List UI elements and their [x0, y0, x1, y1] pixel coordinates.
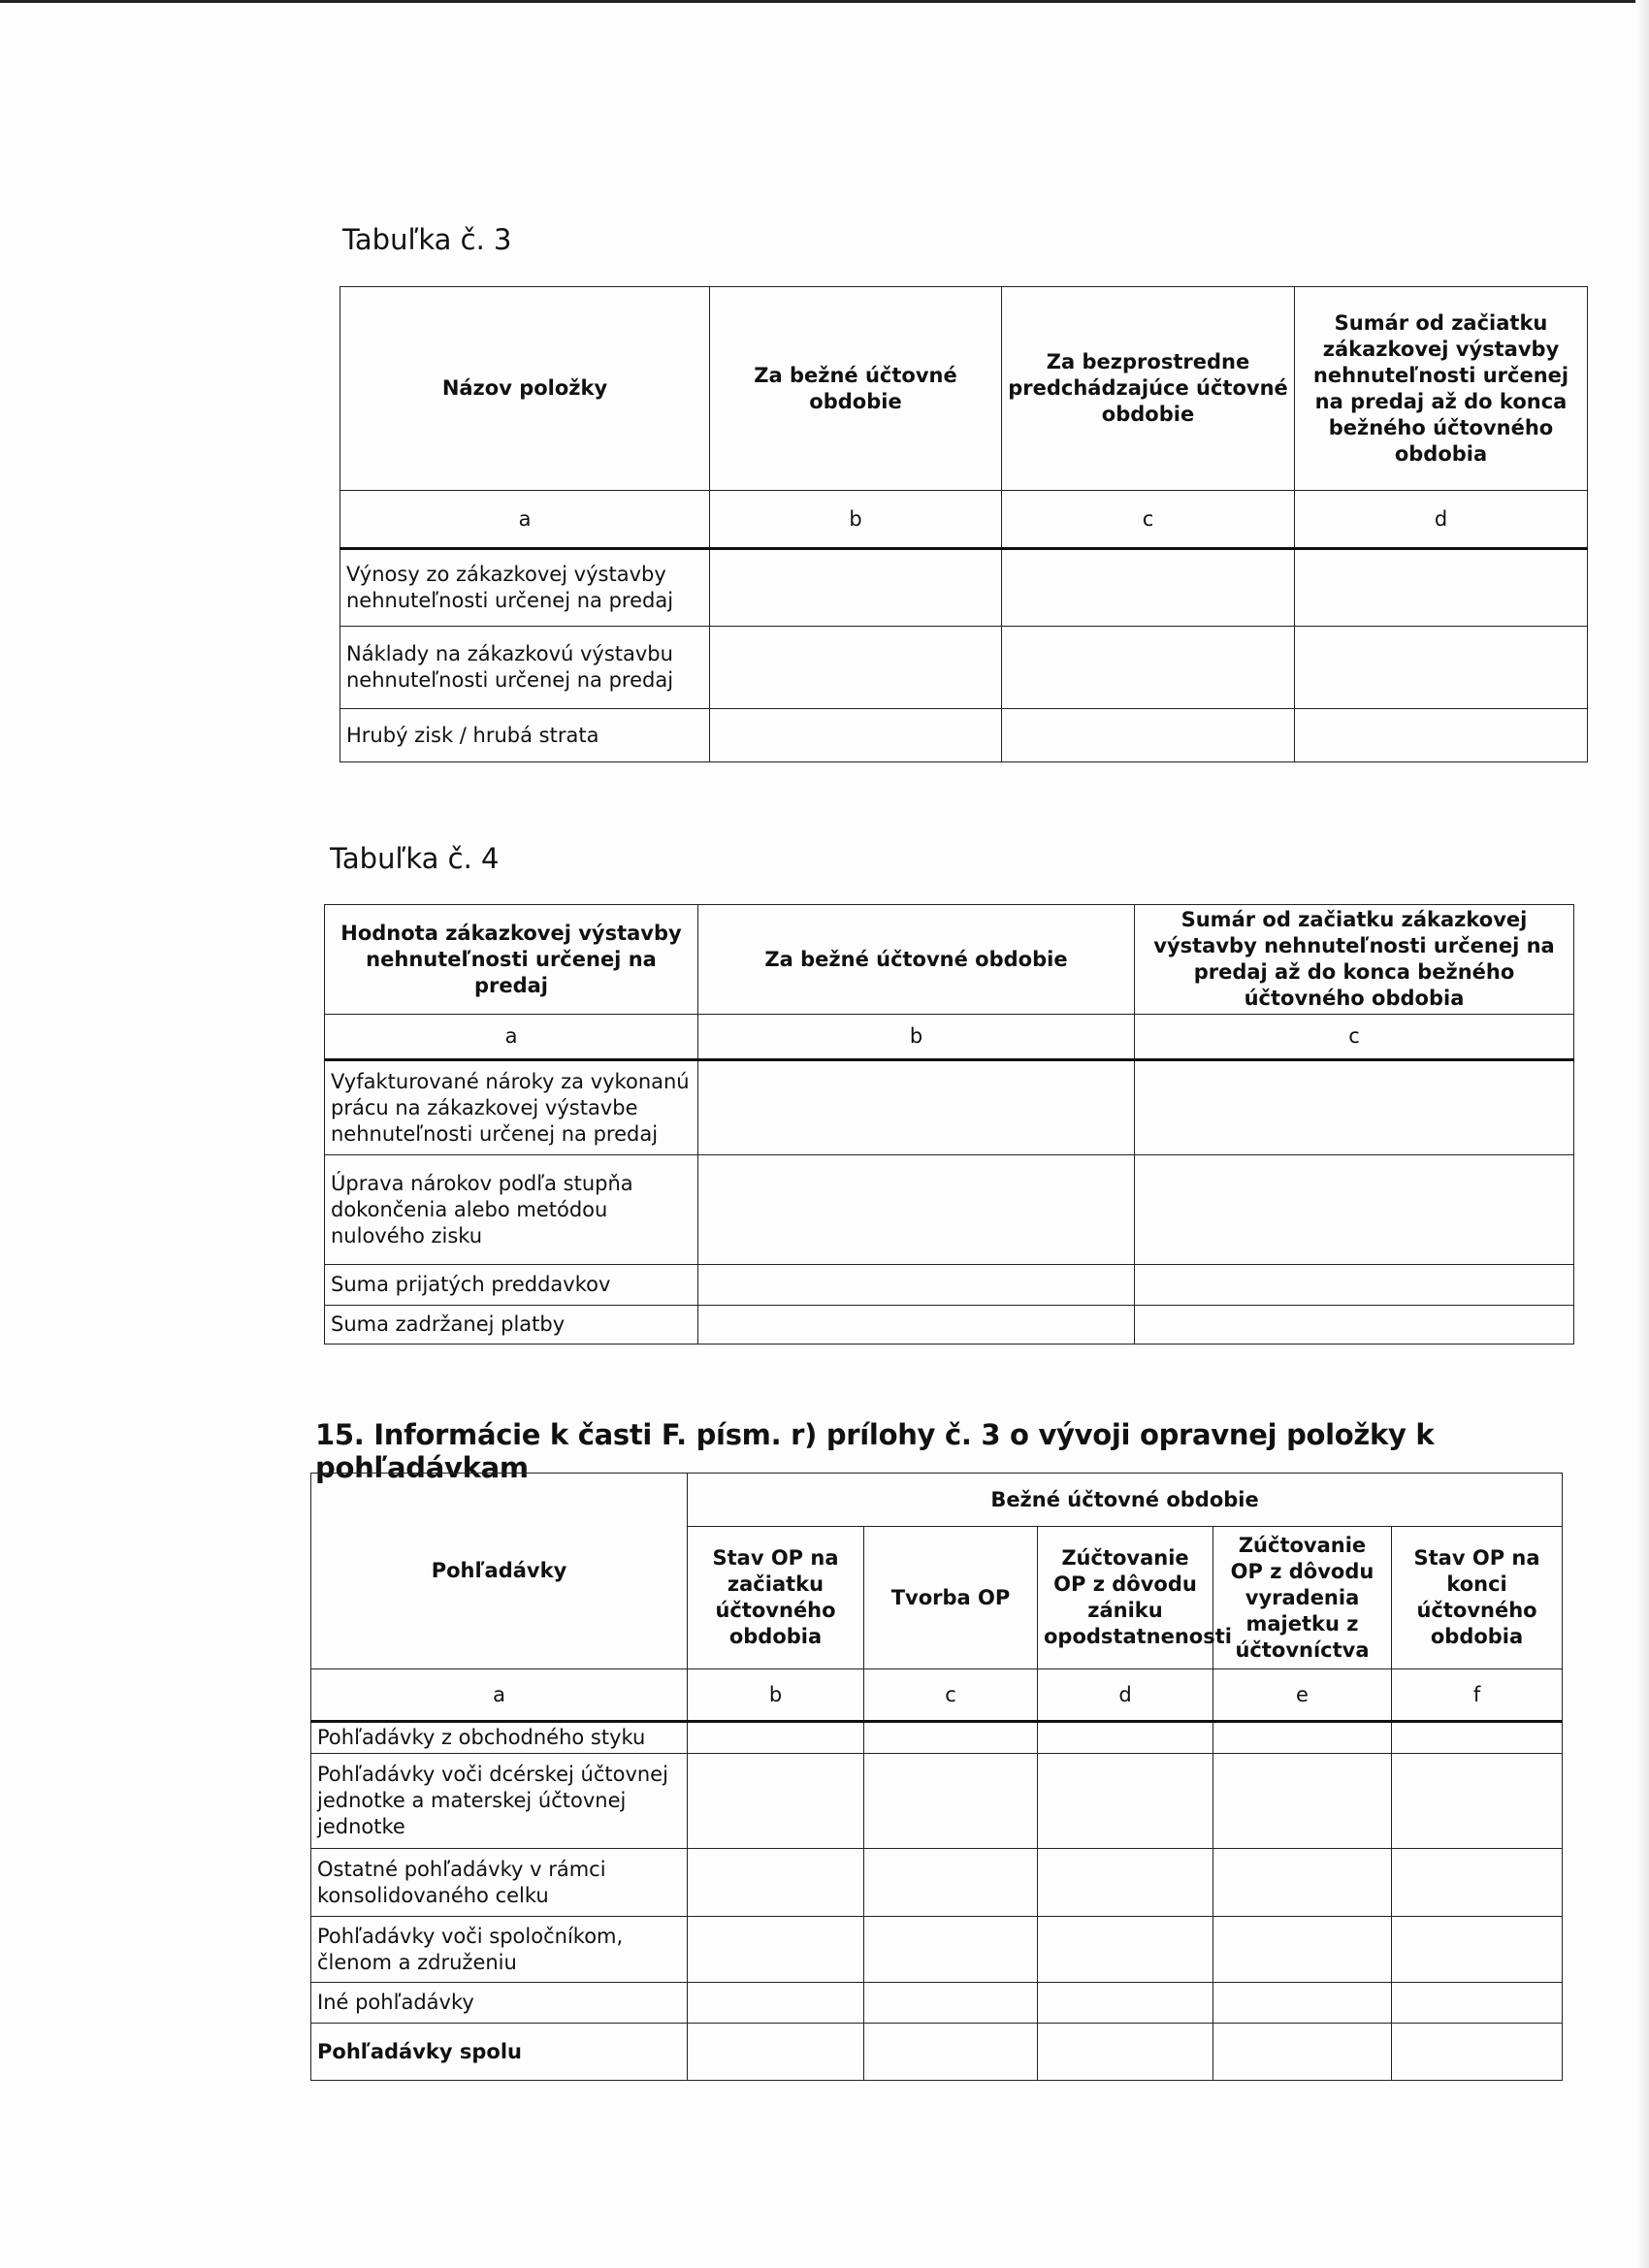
row-label-total: Pohľadávky spolu — [311, 2024, 688, 2081]
row-label: Pohľadávky voči spoločníkom, členom a združeniu — [311, 1917, 688, 1983]
input-cell[interactable] — [1038, 2024, 1213, 2081]
input-cell[interactable] — [1392, 1917, 1563, 1983]
row-label: Ostatné pohľadávky v rámci konsolidovaného celku — [311, 1849, 688, 1917]
input-cell[interactable] — [1038, 1722, 1213, 1754]
column-letter: b — [710, 491, 1002, 549]
section15-header-release-groundless: Zúčtovanie OP z dôvodu zániku opodstatnenosti — [1038, 1527, 1213, 1669]
section15-table — [310, 1473, 1563, 2081]
section15-header-release-writeoff: Zúčtovanie OP z dôvodu vyradenia majetku z účtovníctva — [1213, 1527, 1392, 1669]
row-label: Úprava nárokov podľa stupňa dokončenia alebo metódou nulového zisku — [325, 1155, 698, 1265]
table-row — [325, 1155, 1574, 1265]
input-cell[interactable] — [864, 2024, 1038, 2081]
column-letter: c — [864, 1669, 1038, 1722]
table-row — [340, 709, 1588, 762]
row-label: Pohľadávky voči dcérskej účtovnej jednotke a materskej účtovnej jednotke — [311, 1754, 688, 1849]
input-cell[interactable] — [1392, 1849, 1563, 1917]
input-cell[interactable] — [1295, 709, 1588, 762]
input-cell[interactable] — [1002, 627, 1295, 709]
input-cell[interactable] — [1135, 1060, 1574, 1155]
section15-header-receivables: Pohľadávky — [311, 1474, 688, 1669]
input-cell[interactable] — [688, 1983, 864, 2024]
table-row — [325, 1060, 1574, 1155]
input-cell[interactable] — [1295, 627, 1588, 709]
column-letter: a — [311, 1669, 688, 1722]
input-cell[interactable] — [1038, 1917, 1213, 1983]
table3-caption: Tabuľka č. 3 — [342, 223, 512, 256]
input-cell[interactable] — [698, 1060, 1135, 1155]
table-row — [311, 1849, 1563, 1917]
column-letter: b — [698, 1015, 1135, 1060]
input-cell[interactable] — [1392, 2024, 1563, 2081]
column-letter: a — [325, 1015, 698, 1060]
column-letter: c — [1135, 1015, 1574, 1060]
column-letter: c — [1002, 491, 1295, 549]
table-row — [340, 627, 1588, 709]
table-row — [340, 549, 1588, 627]
row-label: Iné pohľadávky — [311, 1983, 688, 2024]
row-label: Suma zadržanej platby — [325, 1306, 698, 1345]
column-letter: a — [340, 491, 710, 549]
input-cell[interactable] — [864, 1754, 1038, 1849]
table-row — [311, 1722, 1563, 1754]
input-cell[interactable] — [1002, 549, 1295, 627]
input-cell[interactable] — [1213, 1754, 1392, 1849]
input-cell[interactable] — [1038, 1983, 1213, 2024]
input-cell[interactable] — [1213, 1722, 1392, 1754]
input-cell[interactable] — [688, 1849, 864, 1917]
scan-top-edge — [0, 0, 1649, 11]
input-cell[interactable] — [1213, 1983, 1392, 2024]
table4-header-cumulative: Sumár od začiatku zákazkovej výstavby nehnuteľnosti určenej na predaj až do konca bežného účtovného obdobia — [1135, 905, 1574, 1015]
scan-right-edge — [1635, 0, 1649, 2268]
section15-header-current-period: Bežné účtovné obdobie — [688, 1474, 1563, 1527]
column-letter: b — [688, 1669, 864, 1722]
input-cell[interactable] — [688, 1722, 864, 1754]
input-cell[interactable] — [688, 1754, 864, 1849]
section15-heading: 15. Informácie k časti F. písm. r) prílohy č. 3 o vývoji opravnej položky k pohľadávkam — [315, 1418, 1435, 1484]
section15-header-creation: Tvorba OP — [864, 1527, 1038, 1669]
input-cell[interactable] — [698, 1265, 1135, 1306]
input-cell[interactable] — [1213, 1917, 1392, 1983]
input-cell[interactable] — [1038, 1754, 1213, 1849]
input-cell[interactable] — [1392, 1722, 1563, 1754]
table-row — [325, 1265, 1574, 1306]
input-cell[interactable] — [864, 1722, 1038, 1754]
table4 — [324, 904, 1574, 1345]
table3-header-previous: Za bezprostredne predchádzajúce účtovné obdobie — [1002, 287, 1295, 491]
input-cell[interactable] — [1213, 1849, 1392, 1917]
column-letter: e — [1213, 1669, 1392, 1722]
table3-header-name: Názov položky — [340, 287, 710, 491]
table-row — [325, 1306, 1574, 1345]
input-cell[interactable] — [710, 627, 1002, 709]
input-cell[interactable] — [1002, 709, 1295, 762]
input-cell[interactable] — [688, 2024, 864, 2081]
input-cell[interactable] — [710, 709, 1002, 762]
row-label: Vyfakturované nároky za vykonanú prácu na zákazkovej výstavbe nehnuteľnosti určenej na predaj — [325, 1060, 698, 1155]
table4-header-current: Za bežné účtovné obdobie — [698, 905, 1135, 1015]
input-cell[interactable] — [864, 1917, 1038, 1983]
section15-header-opening: Stav OP na začiatku účtovného obdobia — [688, 1527, 864, 1669]
row-label: Výnosy zo zákazkovej výstavby nehnuteľnosti určenej na predaj — [340, 549, 710, 627]
input-cell[interactable] — [698, 1155, 1135, 1265]
input-cell[interactable] — [864, 1983, 1038, 2024]
column-letter: d — [1295, 491, 1588, 549]
table-row — [311, 1917, 1563, 1983]
row-label: Suma prijatých preddavkov — [325, 1265, 698, 1306]
table3 — [340, 286, 1588, 762]
column-letter: d — [1038, 1669, 1213, 1722]
input-cell[interactable] — [1295, 549, 1588, 627]
table-row — [311, 1983, 1563, 2024]
column-letter: f — [1392, 1669, 1563, 1722]
table3-header-cumulative: Sumár od začiatku zákazkovej výstavby nehnuteľnosti určenej na predaj až do konca bežného účtovného obdobia — [1295, 287, 1588, 491]
table4-header-value: Hodnota zákazkovej výstavby nehnuteľnosti určenej na predaj — [325, 905, 698, 1015]
row-label: Hrubý zisk / hrubá strata — [340, 709, 710, 762]
table-row-total — [311, 2024, 1563, 2081]
input-cell[interactable] — [1135, 1306, 1574, 1345]
input-cell[interactable] — [710, 549, 1002, 627]
input-cell[interactable] — [1135, 1265, 1574, 1306]
section15-header-closing: Stav OP na konci účtovného obdobia — [1392, 1527, 1563, 1669]
table-row — [311, 1754, 1563, 1849]
table3-header-current: Za bežné účtovné obdobie — [710, 287, 1002, 491]
row-label: Pohľadávky z obchodného styku — [311, 1722, 688, 1754]
input-cell[interactable] — [1392, 1983, 1563, 2024]
input-cell[interactable] — [1038, 1849, 1213, 1917]
input-cell[interactable] — [1392, 1754, 1563, 1849]
input-cell[interactable] — [698, 1306, 1135, 1345]
row-label: Náklady na zákazkovú výstavbu nehnuteľnosti určenej na predaj — [340, 627, 710, 709]
input-cell[interactable] — [1135, 1155, 1574, 1265]
input-cell[interactable] — [864, 1849, 1038, 1917]
input-cell[interactable] — [1213, 2024, 1392, 2081]
table4-caption: Tabuľka č. 4 — [330, 842, 500, 875]
input-cell[interactable] — [688, 1917, 864, 1983]
